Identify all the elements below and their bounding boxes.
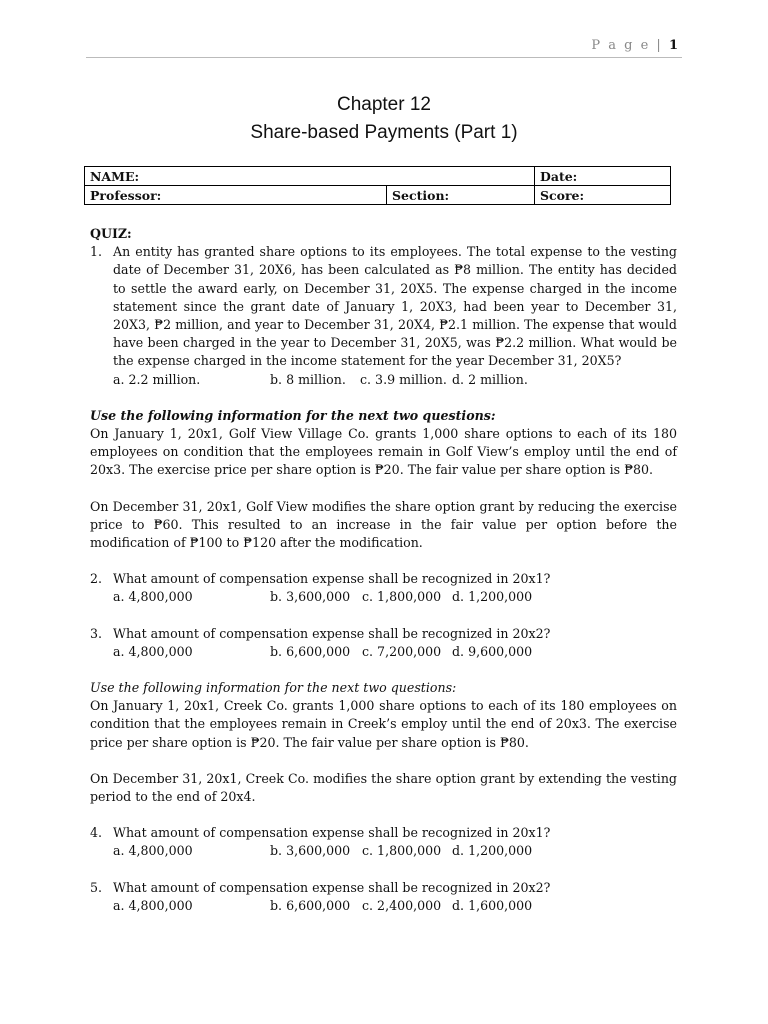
set-2-intro: Use the following information for the next two questions: bbox=[90, 680, 457, 696]
choice-c: c. 2,400,000 bbox=[362, 897, 442, 913]
spacer bbox=[90, 480, 677, 498]
spacer bbox=[90, 806, 677, 824]
question-3-choices bbox=[113, 643, 677, 661]
student-info-table bbox=[84, 166, 671, 205]
choice-b: b. 3,600,000 bbox=[270, 843, 351, 859]
question-number: 1. bbox=[90, 244, 103, 260]
set-2-paragraph-1: On January 1, 20x1, Creek Co. grants 1,000 share options to each of its 180 employees on condition that the employees remain in Creek’s employ until the end of 20x3. The exercise price per share option is ₱20. The fair value per share option is ₱80. bbox=[90, 698, 677, 750]
question-text: An entity has granted share options to its employees. The total expense to the vesting date of December 31, 20X6, has been calculated as ₱8 million. The entity has decided to settle the award early, on December 31, 20X5. The expense charged in the income statement since the grant date of January 1, 20X3, had been year to December 31, 20X3, ₱2 million, and year to December 31, 20X4, ₱2.1 million. The expense that would have been charged in the year to December 31, 20X5, was ₱2.2 million. What would be the expense charged in the income statement for the year December 31, 20X5? bbox=[113, 244, 677, 369]
question-text: What amount of compensation expense shall be recognized in 20x2? bbox=[113, 879, 551, 895]
spacer bbox=[90, 389, 677, 407]
question-number: 3. bbox=[90, 625, 103, 641]
spacer bbox=[90, 752, 677, 770]
set-1-paragraph-2: On December 31, 20x1, Golf View modifies the share option grant by reducing the exercise price to ₱60. This resulted to an increase in the fair value per option before the modification of ₱100 to ₱120 after the modification. bbox=[90, 498, 677, 551]
quiz-label: QUIZ: bbox=[90, 226, 132, 241]
choice-d: d. 2 million. bbox=[452, 371, 528, 387]
name-cell: NAME: bbox=[85, 167, 535, 186]
question-1 bbox=[90, 243, 677, 370]
choice-b: b. 6,600,000 bbox=[270, 897, 351, 913]
question-text: What amount of compensation expense shall be recognized in 20x2? bbox=[113, 625, 551, 641]
choice-d: d. 1,200,000 bbox=[452, 843, 533, 859]
choice-b: b. 3,600,000 bbox=[270, 589, 351, 605]
score-cell: Score: bbox=[535, 186, 671, 205]
choice-a: a. 2.2 million. bbox=[113, 371, 201, 387]
choice-d: d. 1,600,000 bbox=[452, 897, 533, 913]
question-text: What amount of compensation expense shall be recognized in 20x1? bbox=[113, 571, 551, 587]
chapter-title: Chapter 12 bbox=[336, 94, 431, 115]
question-number: 4. bbox=[90, 825, 103, 841]
set-2-paragraph-2: On December 31, 20x1, Creek Co. modifies the share option grant by extending the vesting period to the end of 20x4. bbox=[90, 770, 677, 805]
question-4-choices bbox=[113, 842, 677, 860]
chapter-subtitle: Share-based Payments (Part 1) bbox=[250, 122, 518, 143]
choice-c: c. 1,800,000 bbox=[362, 589, 442, 605]
choice-a: a. 4,800,000 bbox=[113, 643, 193, 659]
spacer bbox=[90, 552, 677, 570]
choice-b: b. 6,600,000 bbox=[270, 643, 351, 659]
choice-d: d. 1,200,000 bbox=[452, 589, 533, 605]
set-1-intro: Use the following information for the next two questions: bbox=[90, 407, 496, 423]
choice-b: b. 8 million. bbox=[270, 371, 346, 387]
professor-cell: Professor: bbox=[85, 186, 387, 205]
question-text: What amount of compensation expense shall be recognized in 20x1? bbox=[113, 825, 551, 841]
question-number: 5. bbox=[90, 879, 103, 895]
page-number: 1 bbox=[668, 38, 678, 53]
spacer bbox=[90, 861, 677, 879]
question-5-choices bbox=[113, 897, 677, 915]
page-header bbox=[591, 38, 678, 53]
choice-a: a. 4,800,000 bbox=[113, 843, 193, 859]
question-2-choices bbox=[113, 588, 677, 606]
choice-c: c. 7,200,000 bbox=[362, 643, 442, 659]
choice-a: a. 4,800,000 bbox=[113, 589, 193, 605]
question-1-choices bbox=[113, 371, 677, 389]
section-cell: Section: bbox=[387, 186, 535, 205]
question-3 bbox=[90, 625, 677, 643]
header-divider bbox=[86, 57, 682, 58]
set-1-paragraph-1: On January 1, 20x1, Golf View Village Co. grants 1,000 share options to each of its 180 employees on condition that the employees remain in Golf View’s employ until the end of 20x3. The exercise price per share option is ₱20. The fair value per share option is ₱80. bbox=[90, 426, 677, 478]
question-4 bbox=[90, 824, 677, 842]
spacer bbox=[90, 661, 677, 679]
question-number: 2. bbox=[90, 571, 103, 587]
question-5 bbox=[90, 879, 677, 897]
choice-d: d. 9,600,000 bbox=[452, 643, 533, 659]
choice-a: a. 4,800,000 bbox=[113, 897, 193, 913]
date-cell: Date: bbox=[535, 167, 671, 186]
choice-c: c. 1,800,000 bbox=[362, 843, 442, 859]
choice-c: c. 3.9 million. bbox=[360, 371, 447, 387]
spacer bbox=[90, 607, 677, 625]
quiz-content bbox=[90, 225, 677, 915]
question-2 bbox=[90, 570, 677, 588]
page-label: P a g e | bbox=[591, 38, 669, 53]
